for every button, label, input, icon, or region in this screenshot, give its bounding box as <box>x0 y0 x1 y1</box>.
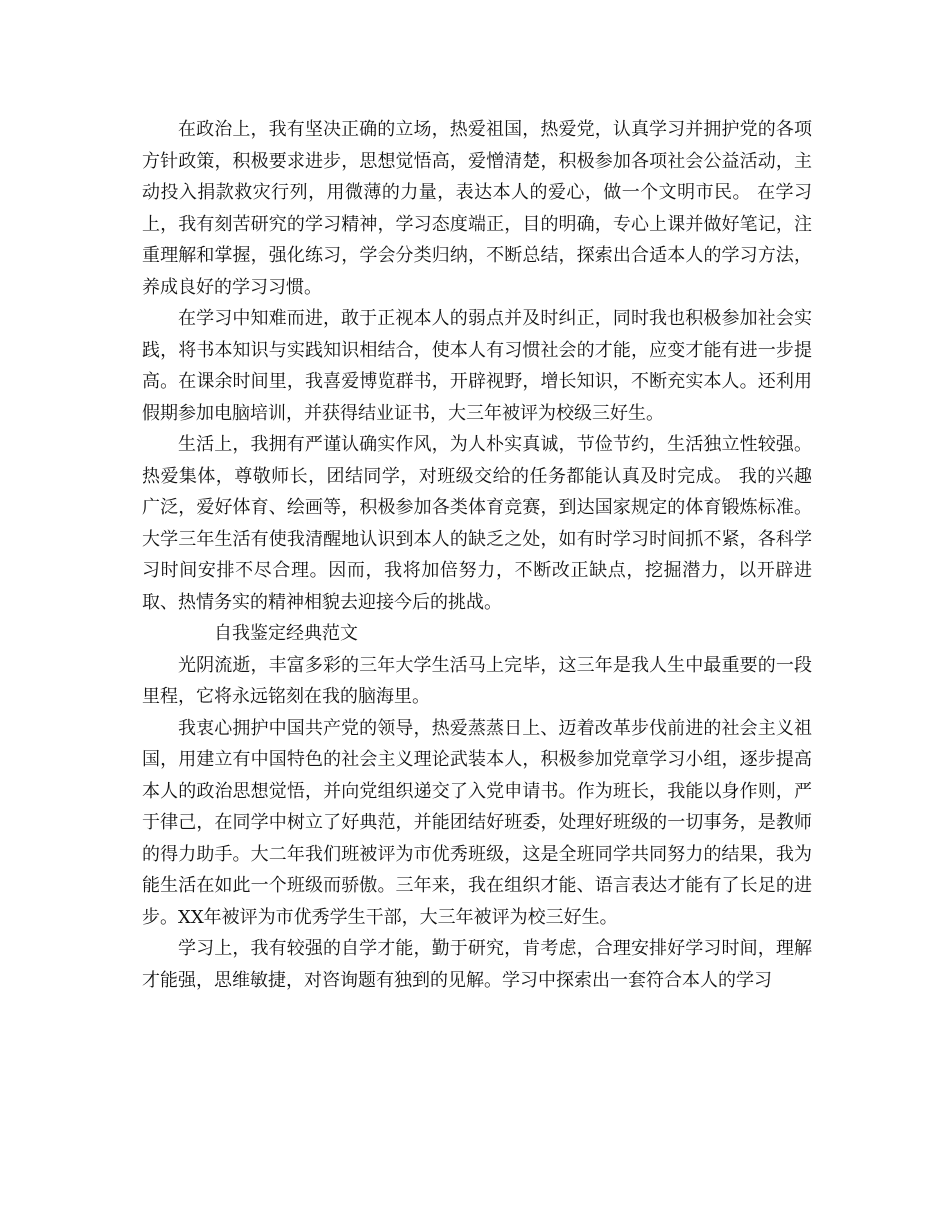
paragraph-intro: 光阴流逝，丰富多彩的三年大学生活马上完毕，这三年是我人生中最重要的一段里程，它将永远铭刻在我的脑海里。 <box>142 654 812 707</box>
document-page <box>142 114 812 996</box>
paragraph-study-ability: 学习上，我有较强的自学才能，勤于研究，肯考虑，合理安排好学习时间，理解才能强，思维敏捷，对咨询题有独到的见解。学习中探索出一套符合本人的学习 <box>142 938 812 991</box>
section-heading: 自我鉴定经典范文 <box>214 623 358 644</box>
paragraph-life: 生活上，我拥有严谨认确实作风，为人朴实真诚，节俭节约，生活独立性较强。热爱集体，尊敬师长，团结同学，对班级交给的任务都能认真及时完成。 我的兴趣广泛，爱好体育、绘画等，积极参加各类体育竞赛，到达国家规定的体育锻炼标准。 大学三年生活有使我清醒地认识到本人的缺乏之处，如有时学习时间抓不紧，各科学习时间安排不尽合理。因而，我将加倍努力，不断改正缺点，挖掘潜力，以开辟进取、热情务实的精神相貌去迎接今后的挑战。 <box>142 434 812 613</box>
paragraph-politics: 在政治上，我有坚决正确的立场，热爱祖国，热爱党，认真学习并拥护党的各项方针政策，积极要求进步，思想觉悟高，爱憎清楚，积极参加各项社会公益活动，主动投入捐款救灾行列，用微薄的力量，表达本人的爱心，做一个文明市民。 在学习上，我有刻苦研究的学习精神，学习态度端正，目的明确，专心上课并做好笔记，注重理解和掌握，强化练习，学会分类归纳，不断总结，探索出合适本人的学习方法，养成良好的学习习惯。 <box>142 119 812 298</box>
paragraph-party-class: 我衷心拥护中国共产党的领导，热爱蒸蒸日上、迈着改革步伐前进的社会主义祖国，用建立有中国特色的社会主义理论武装本人，积极参加党章学习小组，逐步提高本人的政治思想觉悟，并向党组织递交了入党申请书。作为班长，我能以身作则，严于律己，在同学中树立了好典范，并能团结好班委，处理好班级的一切事务，是教师的得力助手。大二年我们班被评为市优秀班级，这是全班同学共同努力的结果，我为能生活在如此一个班级而骄傲。三年来，我在组织才能、语言表达才能有了长足的进步。XX年被评为市优秀学生干部，大三年被评为校三好生。 <box>142 717 812 928</box>
paragraph-study-practice: 在学习中知难而进，敢于正视本人的弱点并及时纠正，同时我也积极参加社会实践，将书本知识与实践知识相结合，使本人有习惯社会的才能，应变才能有进一步提高。在课余时间里，我喜爱博览群书，开辟视野，增长知识，不断充实本人。还利用假期参加电脑培训，并获得结业证书，大三年被评为校级三好生。 <box>142 308 812 424</box>
